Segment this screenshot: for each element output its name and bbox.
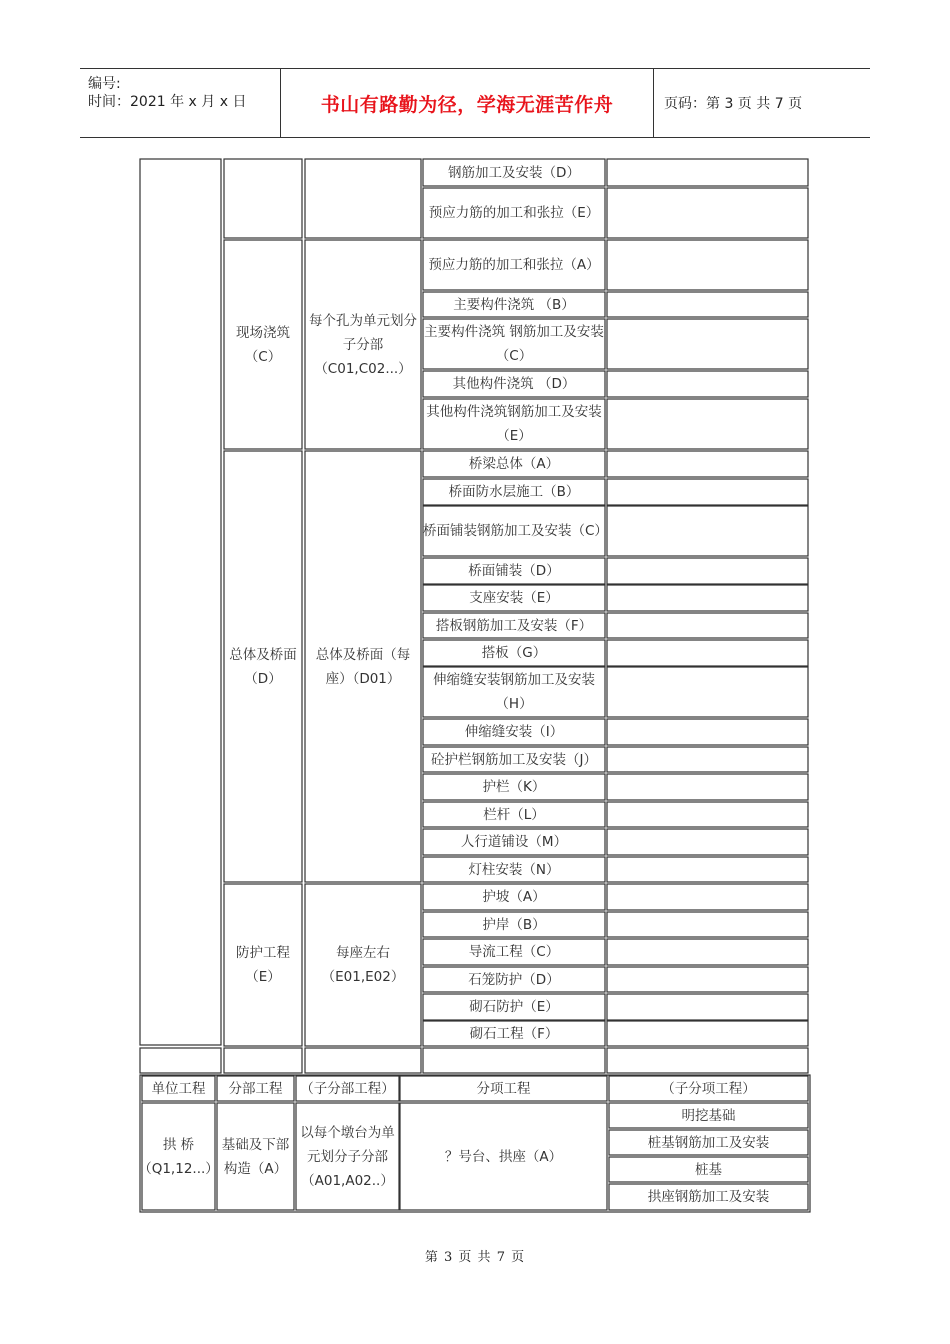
subitem-label: 明挖基础 xyxy=(681,1107,736,1124)
subitem-cell xyxy=(607,1021,808,1046)
subpart-cell xyxy=(305,159,421,238)
item-label: 人行道铺设（M） xyxy=(460,834,568,850)
empty-cell xyxy=(423,1048,605,1073)
item-label: 砌石工程（F） xyxy=(469,1025,559,1042)
subitem-cell xyxy=(607,188,808,238)
part-cell xyxy=(224,159,302,238)
column-header: （子分项工程） xyxy=(661,1080,756,1097)
item-label: 预应力筋的加工和张拉（A） xyxy=(428,257,600,273)
subitem-cell xyxy=(607,240,808,290)
subitem-cell xyxy=(607,802,808,827)
subitem-label: 桩基钢筋加工及安装 xyxy=(647,1134,770,1151)
item-label: 砼护栏钢筋加工及安装（J） xyxy=(431,751,597,768)
item-label: 钢筋加工及安装（D） xyxy=(448,164,580,181)
subpart-label: 每座左右（E01,E02） xyxy=(321,945,405,985)
part-label: 防护工程（E） xyxy=(236,945,290,985)
item-label: 搭板（G） xyxy=(481,645,547,661)
subitem-cell xyxy=(607,319,808,369)
item-label: 护坡（A） xyxy=(482,889,546,905)
part-label: 现场浇筑（C） xyxy=(236,324,290,365)
subitem-cell xyxy=(607,967,808,992)
empty-cell xyxy=(140,1048,221,1073)
subitem-cell xyxy=(607,292,808,317)
subitem-cell xyxy=(607,585,808,611)
page-footer: 第 3 页 共 7 页 xyxy=(424,1250,526,1265)
item-label: 灯柱安装（N） xyxy=(468,861,560,878)
column-header: 分部工程 xyxy=(228,1080,283,1097)
item-label: 主要构件浇筑 钢筋加工及安装（C） xyxy=(424,324,604,364)
item-label: 桥面铺装（D） xyxy=(468,563,560,579)
subitem-label: 拱座钢筋加工及安装 xyxy=(647,1189,770,1205)
column-header: （子分部工程） xyxy=(300,1080,395,1097)
time-label: 时间：2021 年 x 月 x 日 xyxy=(88,94,247,110)
unit-column-cell xyxy=(140,159,221,1045)
item-label: 护岸（B） xyxy=(482,916,546,933)
item-label: 砌石防护（E） xyxy=(469,999,559,1015)
column-header: 单位工程 xyxy=(151,1080,206,1097)
item-label: 护栏（K） xyxy=(482,779,546,795)
subitem-cell xyxy=(607,506,808,556)
subitem-cell xyxy=(607,558,808,584)
subitem-cell xyxy=(607,857,808,882)
empty-cell xyxy=(607,1048,808,1073)
item-label: ？号台、拱座（A） xyxy=(444,1148,563,1165)
subitem-cell xyxy=(607,451,808,477)
code-label: 编号: xyxy=(88,76,121,92)
motto: 书山有路勤为径，学海无涯苦作舟 xyxy=(281,69,654,137)
subitem-label: 桩基 xyxy=(695,1161,722,1178)
item-label: 主要构件浇筑 （B） xyxy=(453,296,575,313)
item-label: 伸缩缝安装钢筋加工及安装（H） xyxy=(433,672,595,712)
subitem-cell xyxy=(607,399,808,449)
subitem-cell xyxy=(607,994,808,1020)
column-header: 分项工程 xyxy=(476,1080,531,1097)
item-label: 导流工程（C） xyxy=(468,944,560,960)
subitem-cell xyxy=(607,939,808,965)
subitem-cell xyxy=(607,912,808,937)
subitem-cell xyxy=(607,884,808,910)
item-label: 栏杆（L） xyxy=(483,806,545,823)
part-label: 基础及下部构造（A） xyxy=(221,1136,290,1177)
item-label: 其他构件浇筑 （D） xyxy=(452,376,576,392)
item-label: 预应力筋的加工和张拉（E） xyxy=(428,205,600,221)
subpart-label: 以每个墩台为单元划分子分部（A01,A02..） xyxy=(300,1124,395,1189)
subitem-cell xyxy=(607,829,808,855)
item-label: 其他构件浇筑钢筋加工及安装（E） xyxy=(426,404,602,444)
subitem-cell xyxy=(607,747,808,772)
item-label: 支座安装（E） xyxy=(469,590,559,606)
subpart-label: 每个孔为单元划分子分部（C01,C02...） xyxy=(309,312,417,377)
subitem-cell xyxy=(607,719,808,745)
item-label: 桥面铺装钢筋加工及安装（C） xyxy=(423,523,608,539)
subitem-cell xyxy=(607,479,808,505)
subitem-cell xyxy=(607,159,808,186)
item-label: 桥梁总体（A） xyxy=(468,456,560,472)
subitem-cell xyxy=(607,640,808,666)
subitem-cell xyxy=(607,667,808,717)
empty-cell xyxy=(224,1048,302,1073)
item-label: 伸缩缝安装（I） xyxy=(464,724,564,740)
item-label: 桥面防水层施工（B） xyxy=(448,484,580,500)
subpart-label: 总体及桥面（每座）（D01） xyxy=(315,646,411,687)
empty-cell xyxy=(305,1048,421,1073)
unit-label: 拱 桥（Q1,12...） xyxy=(138,1136,219,1177)
subitem-cell xyxy=(607,371,808,397)
subitem-cell xyxy=(607,613,808,638)
item-label: 搭板钢筋加工及安装（F） xyxy=(435,617,593,634)
subitem-cell xyxy=(607,774,808,800)
item-label: 石笼防护（D） xyxy=(468,971,560,988)
page-number-label: 页码：第 3 页 共 7 页 xyxy=(664,96,803,112)
part-label: 总体及桥面（D） xyxy=(229,646,297,687)
